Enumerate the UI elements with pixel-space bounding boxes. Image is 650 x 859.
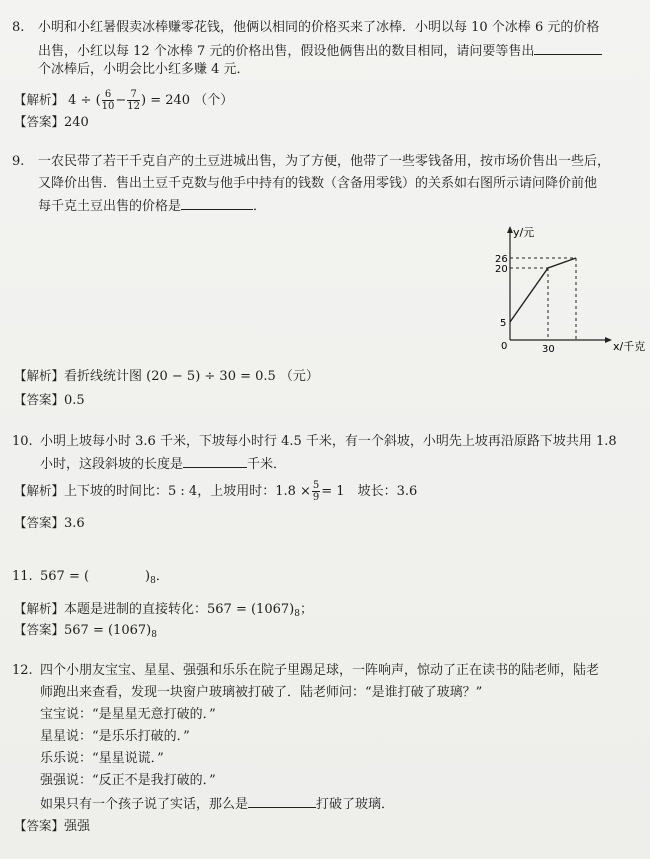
q8-analysis: [14, 88, 233, 113]
x-axis-label: x/千克: [613, 340, 646, 353]
q8-minus: −: [115, 93, 127, 108]
q8-analysis-pre: 4 ÷ (: [68, 93, 101, 108]
q10-frac-num: 5: [312, 480, 320, 491]
q10-fraction: [312, 480, 320, 503]
q11-question-pre: 567 = (: [40, 569, 90, 584]
q12-answer-blank: [248, 795, 316, 808]
q10-analysis-pre: 上下坡的时间比：5 : 4，上坡用时：1.8 ×: [64, 484, 311, 499]
q11-question-end: ．: [155, 569, 169, 584]
q8-answer-value: 240: [64, 115, 89, 130]
q12-answer-value: 强强: [64, 819, 91, 834]
q8-fraction-1: [102, 89, 115, 112]
q12-answer: [14, 818, 90, 835]
q11-question: [40, 569, 169, 589]
q12-number: 12.: [12, 663, 33, 678]
q10-line2-pre: 小时，这段斜坡的长度是: [40, 457, 184, 472]
q11-question-base: 8: [150, 576, 156, 586]
q9-answer-tag: 【答案】: [14, 392, 65, 407]
q8-number: 8.: [12, 20, 25, 35]
q9-line2: 又降价出售．售出土豆千克数与他手中持有的钱数（含备用零钱）的关系如右图所示请问降价前他: [38, 176, 598, 191]
y-tick-20: 20: [495, 264, 508, 275]
q9-line1: 一农民带了若干千克自产的土豆进城出售，为了方便，他带了一些零钱备用，按市场价售出一些后，: [38, 154, 611, 169]
q9-answer-blank: [181, 197, 253, 210]
q8-line2: [38, 42, 602, 60]
q11-analysis-base: 8: [294, 609, 300, 619]
q8-fraction-2: [127, 89, 140, 112]
q11-number: 11.: [12, 569, 33, 584]
q11-analysis-text: 本题是进制的直接转化：567 = (1067): [64, 602, 295, 617]
q10-frac-den: 9: [312, 492, 320, 503]
q10-answer-tag: 【答案】: [14, 515, 65, 530]
q11-question-post: ): [145, 569, 151, 584]
q11-analysis: [14, 601, 313, 622]
q10-analysis: [14, 478, 417, 505]
q8-line1: 小明和小红暑假卖冰棒赚零花钱，他俩以相同的价格买来了冰棒．小明以每 10 个冰棒 6 元的价格: [38, 20, 600, 35]
q10-number: 10.: [12, 434, 33, 449]
q12-line5: 乐乐说：“星星说谎．”: [40, 751, 164, 766]
q9-analysis: [14, 368, 319, 385]
q8-answer-tag: 【答案】: [14, 114, 65, 129]
q8-analysis-tag: 【解析】: [14, 92, 65, 107]
q10-line2: [40, 455, 286, 473]
q11-answer-value: 567 = (1067): [64, 623, 152, 638]
origin-label: 0: [501, 341, 508, 352]
q10-analysis-post: = 1 坡长：3.6: [321, 484, 418, 499]
q9-number: 9.: [12, 154, 25, 169]
q11-answer-tag: 【答案】: [14, 622, 65, 637]
q10-line1: 小明上坡每小时 3.6 千米，下坡每小时行 4.5 千米，有一个斜坡，小明先上坡再沿原路下坡共用 1.8: [40, 434, 617, 449]
q9-answer-value: 0.5: [64, 393, 85, 408]
q8-frac1-num: 6: [102, 89, 115, 101]
q12-answer-tag: 【答案】: [14, 818, 65, 833]
q10-analysis-tag: 【解析】: [14, 483, 65, 498]
q9-analysis-text: 看折线统计图 (20 − 5) ÷ 30 = 0.5 （元）: [64, 369, 319, 384]
q8-frac2-den: 12: [127, 101, 141, 112]
x-tick-30: 30: [542, 344, 555, 355]
q12-line6: 强强说：“反正不是我打破的．”: [40, 773, 216, 788]
q8-answer: [14, 114, 89, 131]
q12-line1: 四个小朋友宝宝、星星、强强和乐乐在院子里踢足球，一阵响声，惊动了正在读书的陆老师，陆老: [40, 663, 600, 678]
q10-answer: [14, 515, 85, 532]
y-tick-5: 5: [500, 318, 507, 329]
q8-frac2-num: 7: [127, 89, 140, 101]
q9-line3-text: 每千克土豆出售的价格是: [38, 199, 182, 214]
q8-line2-text: 出售，小红以每 12 个冰棒 7 元的价格出售，假设他俩售出的数目相同，请问要等售出: [38, 44, 535, 59]
q9-line3-end: ．: [253, 199, 267, 214]
q12-line2: 师跑出来查看，发现一块窗户玻璃被打破了．陆老师问：“是谁打破了玻璃？”: [40, 685, 483, 700]
q10-line2-post: 千米．: [247, 457, 287, 472]
q11-analysis-tag: 【解析】: [14, 601, 65, 616]
q9-line3: [38, 197, 266, 215]
q12-line7-pre: 如果只有一个孩子说了实话，那么是: [40, 797, 249, 812]
q12-line3: 宝宝说：“是星星无意打破的．”: [40, 707, 216, 722]
y-axis-label: y/元: [513, 226, 535, 239]
q12-line7-post: 打破了玻璃．: [316, 797, 395, 812]
q11-answer-base: 8: [151, 630, 157, 640]
q11-answer: [14, 622, 157, 643]
q12-line7: [40, 795, 394, 813]
x-axis-arrow: [605, 337, 612, 343]
q8-line3: 个冰棒后，小明会比小红多赚 4 元．: [38, 62, 250, 77]
q8-frac1-den: 10: [101, 101, 115, 112]
q9-analysis-tag: 【解析】: [14, 368, 65, 383]
q12-line4: 星星说：“是乐乐打破的．”: [40, 729, 190, 744]
y-tick-26: 26: [495, 254, 508, 265]
q11-analysis-end: ；: [299, 602, 313, 617]
q8-analysis-post: ) = 240 （个）: [141, 93, 234, 108]
q9-answer: [14, 392, 85, 409]
q9-graph: [488, 222, 646, 356]
q10-answer-value: 3.6: [64, 516, 85, 531]
q10-answer-blank: [183, 455, 247, 468]
q8-answer-blank: [534, 42, 602, 55]
